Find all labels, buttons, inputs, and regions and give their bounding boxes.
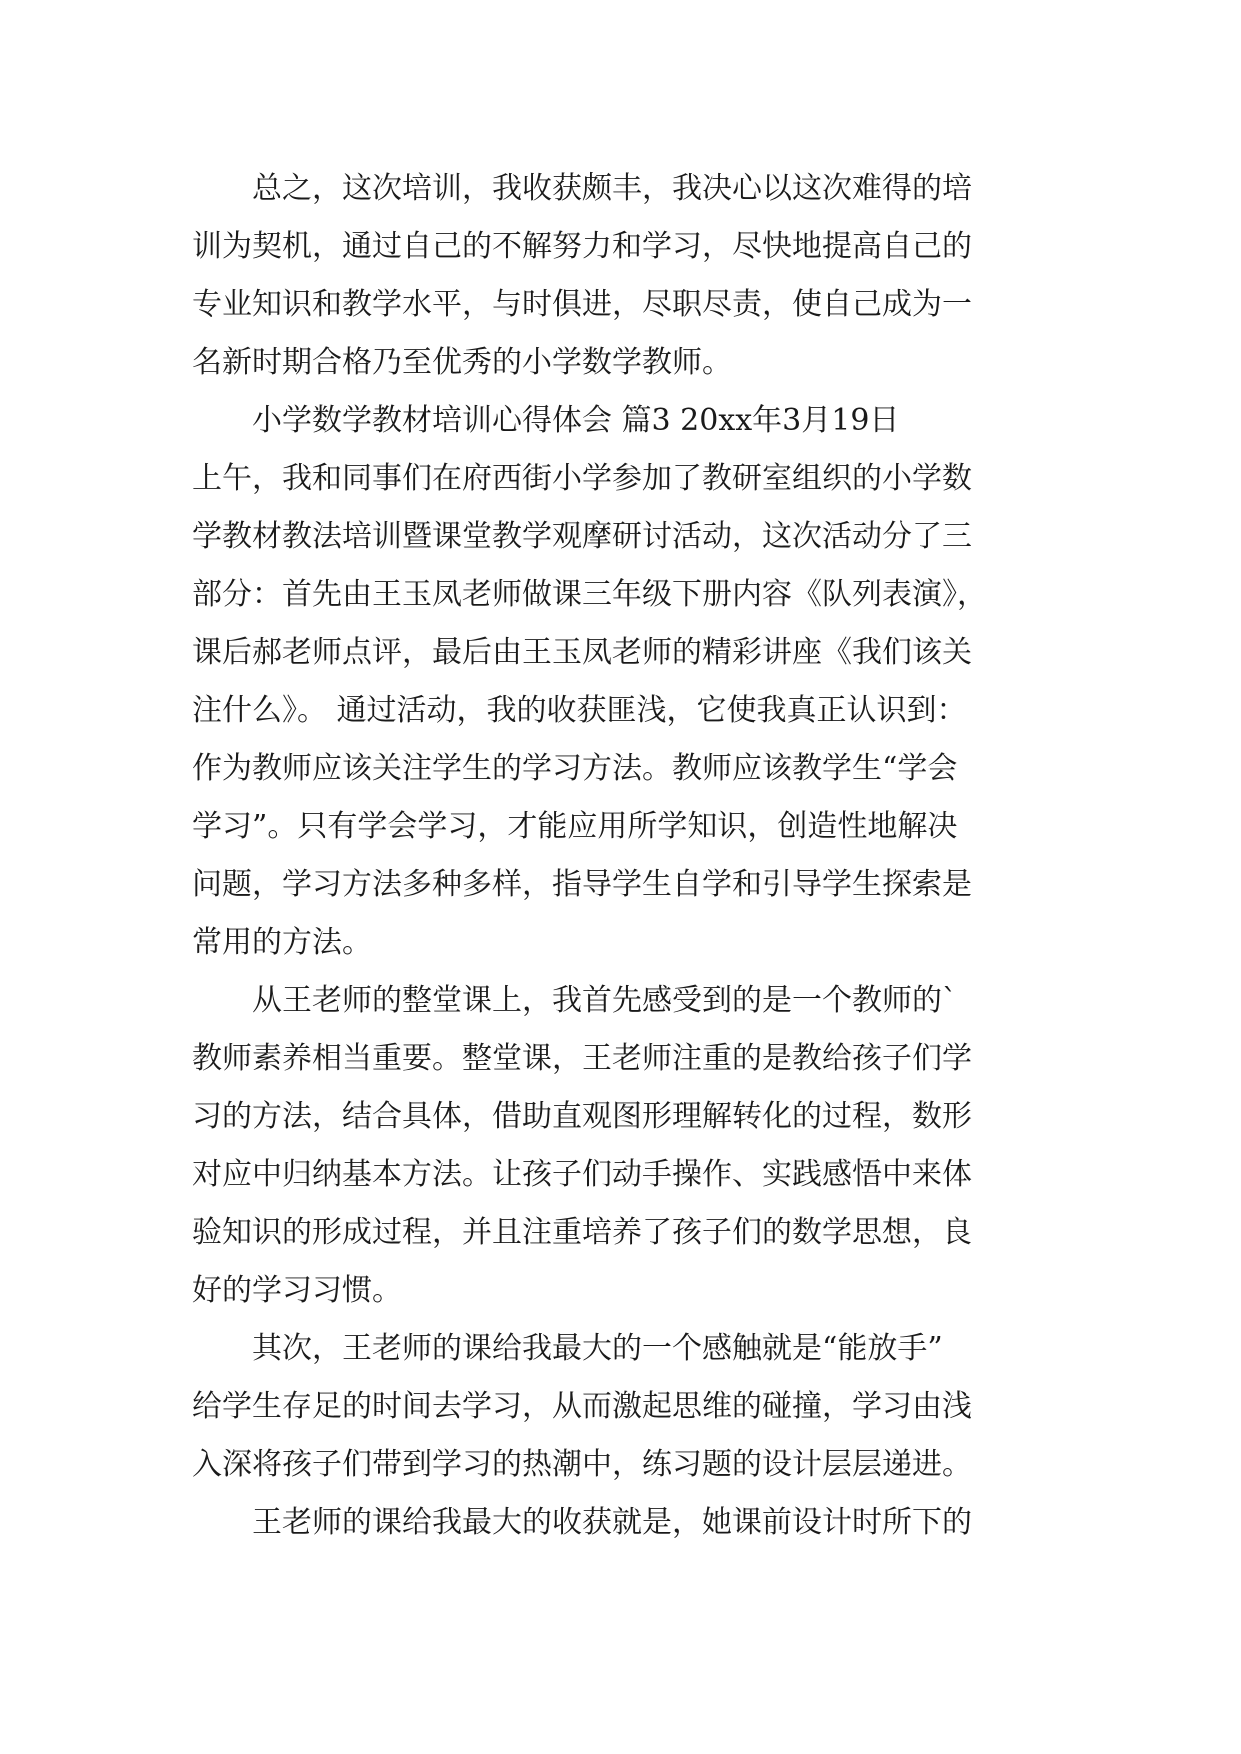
text-line: 课后郝老师点评，最后由王玉凤老师的精彩讲座《我们该关 (192, 635, 972, 670)
text-line: 学教材教法培训暨课堂教学观摩研讨活动，这次活动分了三 (192, 519, 972, 554)
text-line: 习的方法，结合具体，借助直观图形理解转化的过程，数形 (192, 1099, 972, 1134)
text-line: 王老师的课给我最大的收获就是，她课前设计时所下的 (252, 1505, 972, 1540)
text-line: 总之，这次培训，我收获颇丰，我决心以这次难得的培 (252, 171, 972, 206)
text-line: 学习”。只有学会学习，才能应用所学知识，创造性地解决 (192, 809, 958, 844)
text-line: 其次，王老师的课给我最大的一个感触就是“能放手” (252, 1331, 943, 1366)
section-heading-line: 小学数学教材培训心得体会 篇3 20xx年3月19日 (252, 403, 900, 438)
text-line: 作为教师应该关注学生的学习方法。教师应该教学生“学会 (192, 751, 958, 786)
text-line: 常用的方法。 (192, 925, 372, 960)
text-line: 名新时期合格乃至优秀的小学数学教师。 (192, 345, 732, 380)
text-line: 教师素养相当重要。整堂课，王老师注重的是教给孩子们学 (192, 1041, 972, 1076)
text-line: 好的学习习惯。 (192, 1273, 402, 1308)
text-line: 给学生存足的时间去学习，从而激起思维的碰撞，学习由浅 (192, 1389, 972, 1424)
text-line: 上午，我和同事们在府西街小学参加了教研室组织的小学数 (192, 461, 972, 496)
paragraph-section-3-intro (192, 392, 1052, 972)
text-line: 入深将孩子们带到学习的热潮中，练习题的设计层层递进。 (192, 1447, 972, 1482)
text-line: 从王老师的整堂课上，我首先感受到的是一个教师的` (252, 983, 957, 1018)
text-line: 注什么》。 通过活动，我的收获匪浅，它使我真正认识到： (192, 693, 967, 728)
text-line: 问题，学习方法多种多样，指导学生自学和引导学生探索是 (192, 867, 972, 902)
paragraph-teacher-quality (192, 972, 1052, 1320)
text-line: 验知识的形成过程，并且注重培养了孩子们的数学思想，良 (192, 1215, 972, 1250)
text-line: 训为契机，通过自己的不解努力和学习，尽快地提高自己的 (192, 229, 972, 264)
text-line: 部分：首先由王玉凤老师做课三年级下册内容《队列表演》， (192, 577, 987, 612)
text-line: 专业知识和教学水平，与时俱进，尽职尽责，使自己成为一 (192, 287, 972, 322)
paragraph-biggest-gain (192, 1494, 1052, 1552)
paragraph-let-go (192, 1320, 1052, 1494)
document-body (192, 160, 1052, 1552)
paragraph-conclusion (192, 160, 1052, 392)
text-line: 对应中归纳基本方法。让孩子们动手操作、实践感悟中来体 (192, 1157, 972, 1192)
